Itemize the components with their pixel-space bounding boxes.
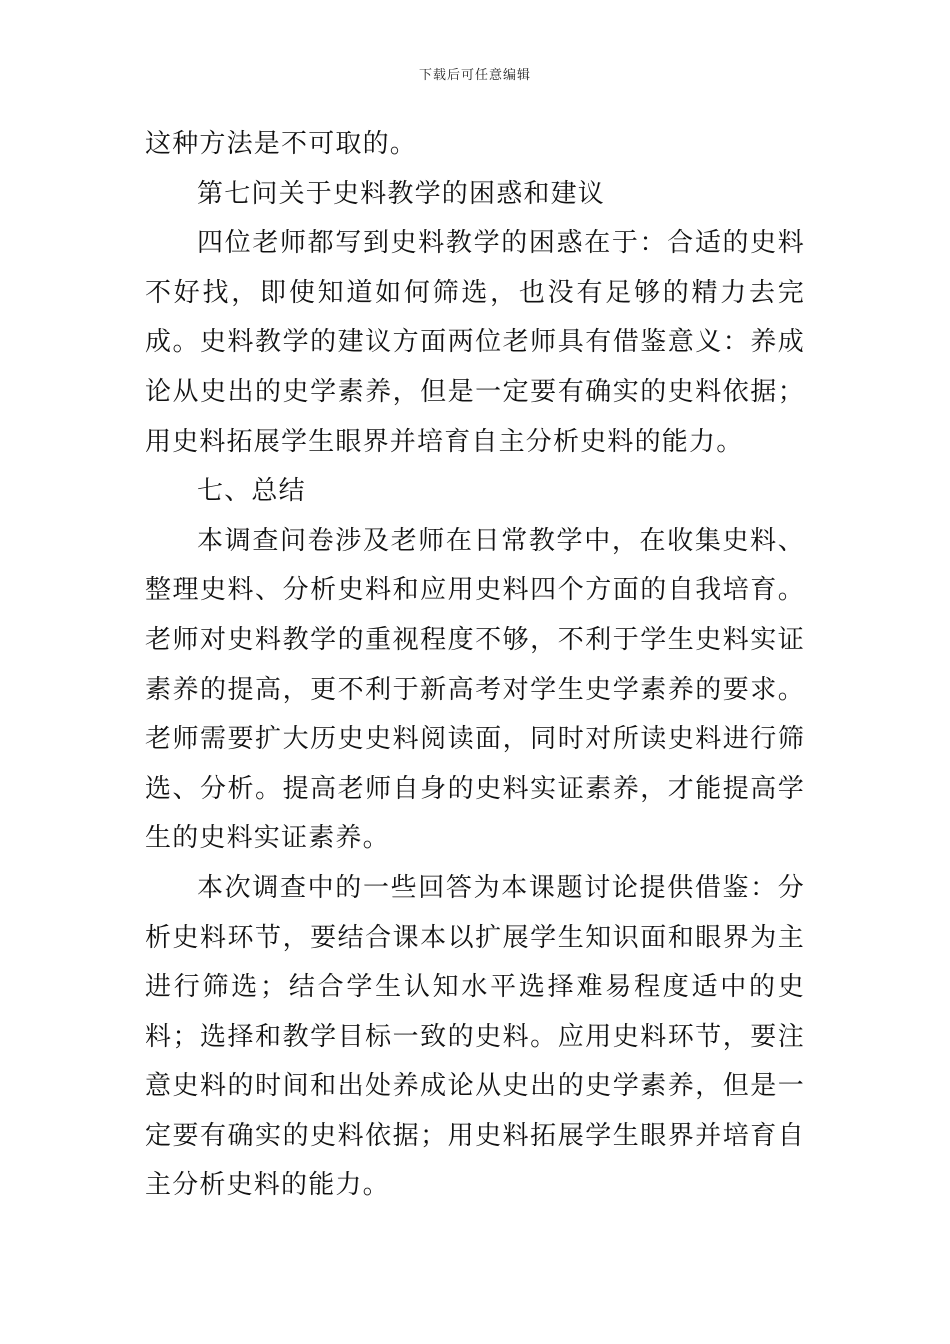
paragraph-suggestions: 本次调查中的一些回答为本课题讨论提供借鉴：分析史料环节，要结合课本以扩展学生知识面和眼界为主进行筛选；结合学生认知水平选择难易程度适中的史料；选择和教学目标一致的史料。应用史料环节，要注意史料的时间和出处养成论从史出的史学素养，但是一定要有确实的史料依据；用史料拓展学生眼界并培育自主分析史料的能力。 xyxy=(145,872,805,1201)
paragraph-summary: 本调查问卷涉及老师在日常教学中，在收集史料、整理史料、分析史料和应用史料四个方面的自我培育。老师对史料教学的重视程度不够，不利于学生史料实证素养的提高，更不利于新高考对学生史学素养的要求。老师需要扩大历史史料阅读面，同时对所读史料进行筛选、分析。提高老师自身的史料实证素养，才能提高学生的史料实证素养。 xyxy=(145,525,805,854)
section-heading-question-seven: 第七问关于史料教学的困惑和建议 xyxy=(197,178,606,209)
paragraph-teacher-confusion: 四位老师都写到史料教学的困惑在于：合适的史料不好找，即使知道如何筛选，也没有足够的精力去完成。史料教学的建议方面两位老师具有借鉴意义：养成论从史出的史学素养，但是一定要有确实的史料依据；用史料拓展学生眼界并培育自主分析史料的能力。 xyxy=(145,228,805,457)
page-header: 下载后可任意编辑 xyxy=(418,68,531,83)
paragraph-continuation: 这种方法是不可取的。 xyxy=(145,129,418,159)
section-heading-summary: 七、总结 xyxy=(197,476,306,507)
document-body xyxy=(145,120,805,1211)
